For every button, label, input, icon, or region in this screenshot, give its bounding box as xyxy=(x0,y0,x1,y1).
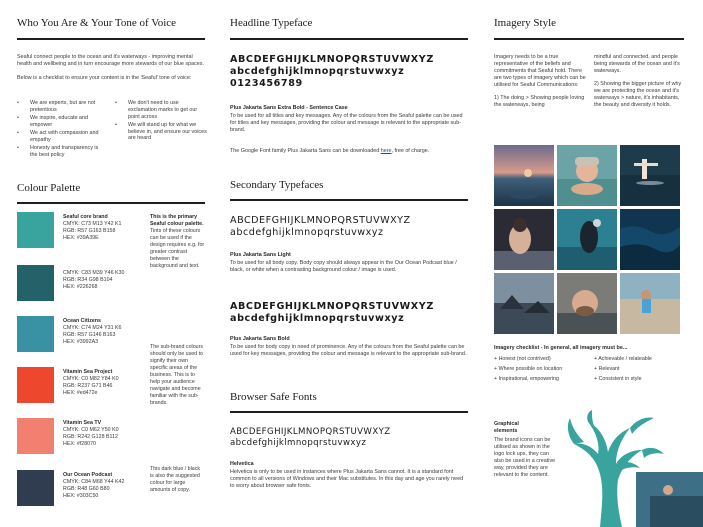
colour-name: Seaful core brand xyxy=(63,214,108,220)
tone-checklist-intro: Below is a checklist to ensure your content is in the 'Seaful' tone of voice: xyxy=(17,75,192,81)
headline-font-desc: To be used for all titles and key messages. Any of the colours from the Seaful palette can be used for titles and key messages, providing the colour and message is relevant to the appropriate sub-brand. xyxy=(230,113,463,133)
tone-rule xyxy=(17,38,205,40)
secondary-rule xyxy=(230,199,468,201)
photo-cold-swimmer xyxy=(494,209,554,270)
palette-note-text: Tints of these colours can be used if the design requires e.g. for greater contrast between the background and text. xyxy=(150,228,205,269)
tone-bullet: • We act with compassion and empathy xyxy=(17,130,107,144)
download-note xyxy=(230,148,470,155)
colour-rgb: RGB: R57 G146 B163 xyxy=(63,332,116,338)
colour-cmyk: CMYK: C0 M82 Y84 K0 xyxy=(63,376,119,382)
photo-sunset-sea xyxy=(494,145,554,206)
colour-name: Ocean Citizens xyxy=(63,318,101,324)
imagery-checklist-left xyxy=(494,354,586,384)
colour-name: Vitamin Sea TV xyxy=(63,420,102,426)
photo-underwater-diver xyxy=(557,209,617,270)
tone-heading: Who You Are & Your Tone of Voice xyxy=(17,17,177,29)
palette-heading: Colour Palette xyxy=(17,182,81,194)
checklist-item: + Honest (not contrived) xyxy=(494,356,551,362)
checklist-item: + Inspirational, empowering xyxy=(494,376,559,382)
colour-rgb: RGB: R57 G163 B158 xyxy=(63,228,116,234)
imagery-text-right-2: 2) Showing the bigger picture of why we are protecting the ocean and it's waterways > nature, it's inhabitants, the beauty and diversity it holds. xyxy=(594,81,682,108)
photo-ocean-surface xyxy=(620,209,680,270)
checklist-item: + Achievable / relateable xyxy=(594,356,652,362)
imagery-rule xyxy=(494,38,684,40)
tone-bullet: • We inspire, educate and empower xyxy=(17,115,107,129)
tone-bullet: • We don't need to use exclamation marks to get our point across xyxy=(115,100,207,120)
checklist-item: + Consistent in style xyxy=(594,376,642,382)
swatch-vitamin-sea-project xyxy=(17,367,54,403)
tone-intro: Seaful connect people to the ocean and it's waterways - improving mental health and wellbeing and in turn encourage more stewards of our blue spaces. xyxy=(17,54,204,67)
colour-name: Our Ocean Podcast xyxy=(63,472,113,478)
imagery-text-left xyxy=(494,54,586,109)
bold-font-desc: To be used for body copy in need of prominence. Any of the colours from the Seaful palette can be used for key messages, providing the colour and message is relevant to the appropriate sub-brand. xyxy=(230,344,467,357)
colour-rgb: RGB: R242 G128 B112 xyxy=(63,434,118,440)
helvetica-sample-lower: abcdefghijklmnopqrstuvwxyz xyxy=(230,438,367,448)
swatch-ocean-citizens xyxy=(17,316,54,352)
swatch-vitamin-sea-tv-info xyxy=(63,420,143,448)
browser-rule xyxy=(230,411,468,413)
palette-note-dark: This dark blue / black is also the suggested colour for large amounts of copy. xyxy=(150,466,201,493)
light-font-name: Plus Jakarta Sans Light xyxy=(230,252,291,258)
bold-sample-upper: ABCDEFGHIJKLMNOPQRSTUVWXYZ xyxy=(230,301,434,312)
photo-kayak-jump xyxy=(620,145,680,206)
helvetica-sample-upper: ABCDEFGHIJKLMNOPQRSTUVWXYZ xyxy=(230,427,391,437)
bold-sample-lower: abcdefghijklmnopqrstuvwxyz xyxy=(230,313,405,324)
browser-safe-heading: Browser Safe Fonts xyxy=(230,391,317,403)
photo-bearded-swimmer xyxy=(557,273,617,334)
headline-typeface-heading: Headline Typeface xyxy=(230,17,313,29)
coral-graphic xyxy=(560,410,703,527)
tone-bullet: • Honesty and transparency is the best policy xyxy=(17,145,107,159)
swatch-our-ocean-podcast-info xyxy=(63,472,143,500)
bold-font-name: Plus Jakarta Sans Bold xyxy=(230,336,290,342)
helvetica-font-desc: Helvetica is only to be used in instances where Plus Jakarta Sans cannot. It is a standard font common to all versions of Windows and their Mac substitutes. In this day and age you rarely need to worry about browser safe fonts. xyxy=(230,469,464,489)
tone-bullet: • We will stand up for what we believe in, and ensure our voices are heard xyxy=(115,122,207,142)
imagery-text-left-2: 1) The doing > Showing people loving the waterways, being xyxy=(494,95,585,108)
download-text-end: , free of charge. xyxy=(391,148,430,154)
colour-hex: HEX: #303C50 xyxy=(63,493,99,499)
colour-hex: HEX: #f28070 xyxy=(63,441,96,447)
swatch-ocean-citizens-info xyxy=(63,318,143,346)
palette-note-primary xyxy=(150,214,205,270)
checklist-item: + Where possible on location xyxy=(494,366,563,372)
colour-cmyk: CMYK: C73 M13 Y42 K1 xyxy=(63,221,122,227)
colour-cmyk: CMYK: C74 M24 Y31 K6 xyxy=(63,325,122,331)
light-sample-upper: ABCDEFGHIJKLMNOPQRSTUVWXYZ xyxy=(230,215,411,226)
headline-sample-upper: ABCDEFGHIJKLMNOPQRSTUVWXYZ xyxy=(230,54,434,65)
secondary-typefaces-heading: Secondary Typefaces xyxy=(230,179,324,191)
photo-swimmer-smiling xyxy=(557,145,617,206)
headline-sample-digits: 0123456789 xyxy=(230,78,303,89)
colour-hex: HEX: #39A39E xyxy=(63,235,99,241)
helvetica-font-name: Helvetica xyxy=(230,461,254,467)
imagery-text-right-1: mindful and connected, and people being stewards of the ocean and it's waterways. xyxy=(594,54,680,74)
swatch-dark-teal xyxy=(17,265,54,301)
tone-bullets-right xyxy=(115,100,207,144)
colour-hex: HEX: #ed472e xyxy=(63,390,98,396)
light-font-desc: To be used for all body copy. Body copy should always appear in the Our Ocean Podcast blue / black, or white when a contrasting background colour / image is used. xyxy=(230,260,457,273)
tone-bullets-left xyxy=(17,100,107,160)
imagery-checklist-right xyxy=(594,354,686,384)
colour-rgb: RGB: R34 G98 B104 xyxy=(63,277,113,283)
light-sample-lower: abcdefghijklmnopqrstuvwxyz xyxy=(230,227,384,238)
imagery-text-right xyxy=(594,54,686,109)
colour-hex: HEX: #226268 xyxy=(63,284,98,290)
swatch-our-ocean-podcast xyxy=(17,470,54,506)
graphical-elements-heading: Graphical elements xyxy=(494,421,519,434)
swatch-vitamin-sea-tv xyxy=(17,418,54,454)
swatch-core xyxy=(17,212,54,248)
palette-note-subbrand: The sub-brand colours should only be used to signify their own specific areas of the business. This is to help your audience navigate and become familiar with the sub-brands. xyxy=(150,344,204,406)
headline-rule xyxy=(230,38,468,40)
colour-rgb: RGB: R48 G60 B80 xyxy=(63,486,110,492)
imagery-text-left-1: Imagery needs to be a true representative of the beliefs and commitments that Seaful hold. There are two types of imagery which can be utilised for Seaful Communications: xyxy=(494,54,586,88)
swatch-core-info xyxy=(63,214,143,242)
palette-note-title: This is the primary Seaful colour palette. xyxy=(150,214,204,227)
palette-rule xyxy=(17,202,205,204)
colour-hex: HEX: #3992A3 xyxy=(63,339,99,345)
colour-rgb: RGB: R237 G71 B46 xyxy=(63,383,113,389)
headline-font-name: Plus Jakarta Sans Extra Bold - Sentence Case xyxy=(230,105,348,111)
tone-bullet: • We are experts, but are not pretentious xyxy=(17,100,107,114)
colour-cmyk: CMYK: C84 M68 Y44 K42 xyxy=(63,479,125,485)
swatch-vitamin-sea-project-info xyxy=(63,369,143,397)
colour-cmyk: CMYK: C0 M62 Y50 K0 xyxy=(63,427,119,433)
download-link[interactable]: here xyxy=(380,148,392,154)
imagery-checklist-heading: Imagery checklist - In general, all imagery must be... xyxy=(494,345,628,351)
colour-name: Vitamin Sea Project xyxy=(63,369,113,375)
graphical-elements-text: The brand icons can be utilised as shown in the logo lock ups, they can also be used in a creative way, provided they are relevant to the content. xyxy=(494,437,556,478)
download-text: The Google Font family Plus Jakarta Sans can be downloaded xyxy=(230,148,381,154)
photo-beach-child xyxy=(620,273,680,334)
checklist-item: + Relevant xyxy=(594,366,620,372)
imagery-heading: Imagery Style xyxy=(494,17,557,29)
photo-rocky-shore xyxy=(494,273,554,334)
headline-sample-lower: abcdefghijklmnopqrstuvwxyz xyxy=(230,66,405,77)
colour-cmyk: CMYK: C83 M39 Y46 K30 xyxy=(63,270,125,276)
swatch-dark-teal-info xyxy=(63,270,143,291)
